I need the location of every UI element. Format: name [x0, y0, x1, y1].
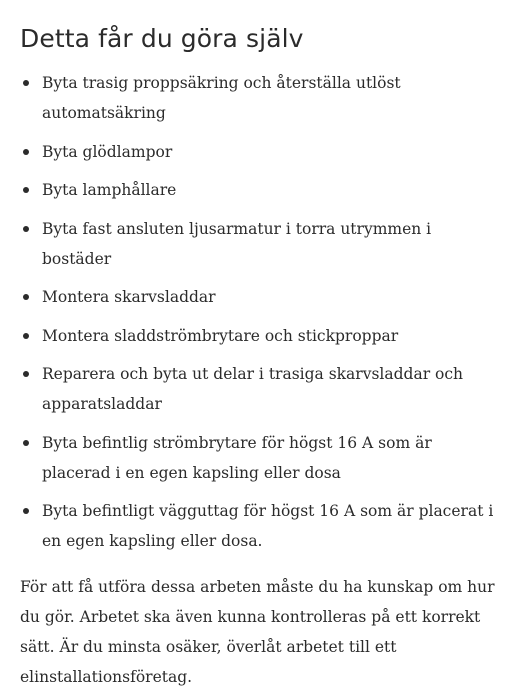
bullet-icon: [23, 440, 29, 446]
list-item-text: Byta glödlampor: [42, 142, 173, 161]
list-item-text: Montera sladdströmbrytare och stickproppar: [42, 326, 399, 345]
list-item: [20, 359, 500, 419]
bullet-icon: [23, 508, 29, 514]
list-item-text: Montera skarvsladdar: [42, 288, 216, 306]
list-item: [20, 214, 500, 274]
bullet-icon: [23, 333, 29, 339]
list-item-text: Byta trasig proppsäkring och återställa utlöst automatsäkring: [42, 74, 401, 122]
list-item-text: Byta lamphållare: [42, 181, 177, 199]
bullet-icon: [23, 371, 29, 377]
bullet-icon: [23, 187, 29, 193]
list-item: [20, 428, 500, 488]
list-item: [20, 175, 500, 205]
section-note-paragraph: För att få utföra dessa arbeten måste du ha kunskap om hur du gör. Arbetet ska även kunna kontrolleras på ett korrekt sätt. Är du minsta osäker, överlåt arbetet till ett elinstallationsföretag.: [20, 578, 495, 686]
article-section: [20, 20, 500, 692]
list-item: [20, 321, 500, 351]
bullet-icon: [23, 294, 29, 300]
allowed-tasks-list: [20, 68, 500, 556]
bullet-icon: [23, 80, 29, 86]
list-item: [20, 137, 500, 167]
bullet-icon: [23, 149, 29, 155]
list-item-text: Byta befintlig strömbrytare för högst 16 A som är placerad i en egen kapsling eller dosa: [42, 433, 432, 482]
list-item-text: Byta befintligt vägguttag för högst 16 A som är placerat i en egen kapsling eller dosa.: [42, 502, 494, 550]
list-item-text: Byta fast ansluten ljusarmatur i torra utrymmen i bostäder: [42, 219, 432, 268]
bullet-icon: [23, 226, 29, 232]
list-item: [20, 282, 500, 312]
list-item: [20, 68, 500, 128]
list-item: [20, 496, 500, 556]
list-item-text: Reparera och byta ut delar i trasiga skarvsladdar och apparatsladdar: [42, 365, 464, 413]
section-heading: Detta får du göra själv: [20, 24, 304, 53]
